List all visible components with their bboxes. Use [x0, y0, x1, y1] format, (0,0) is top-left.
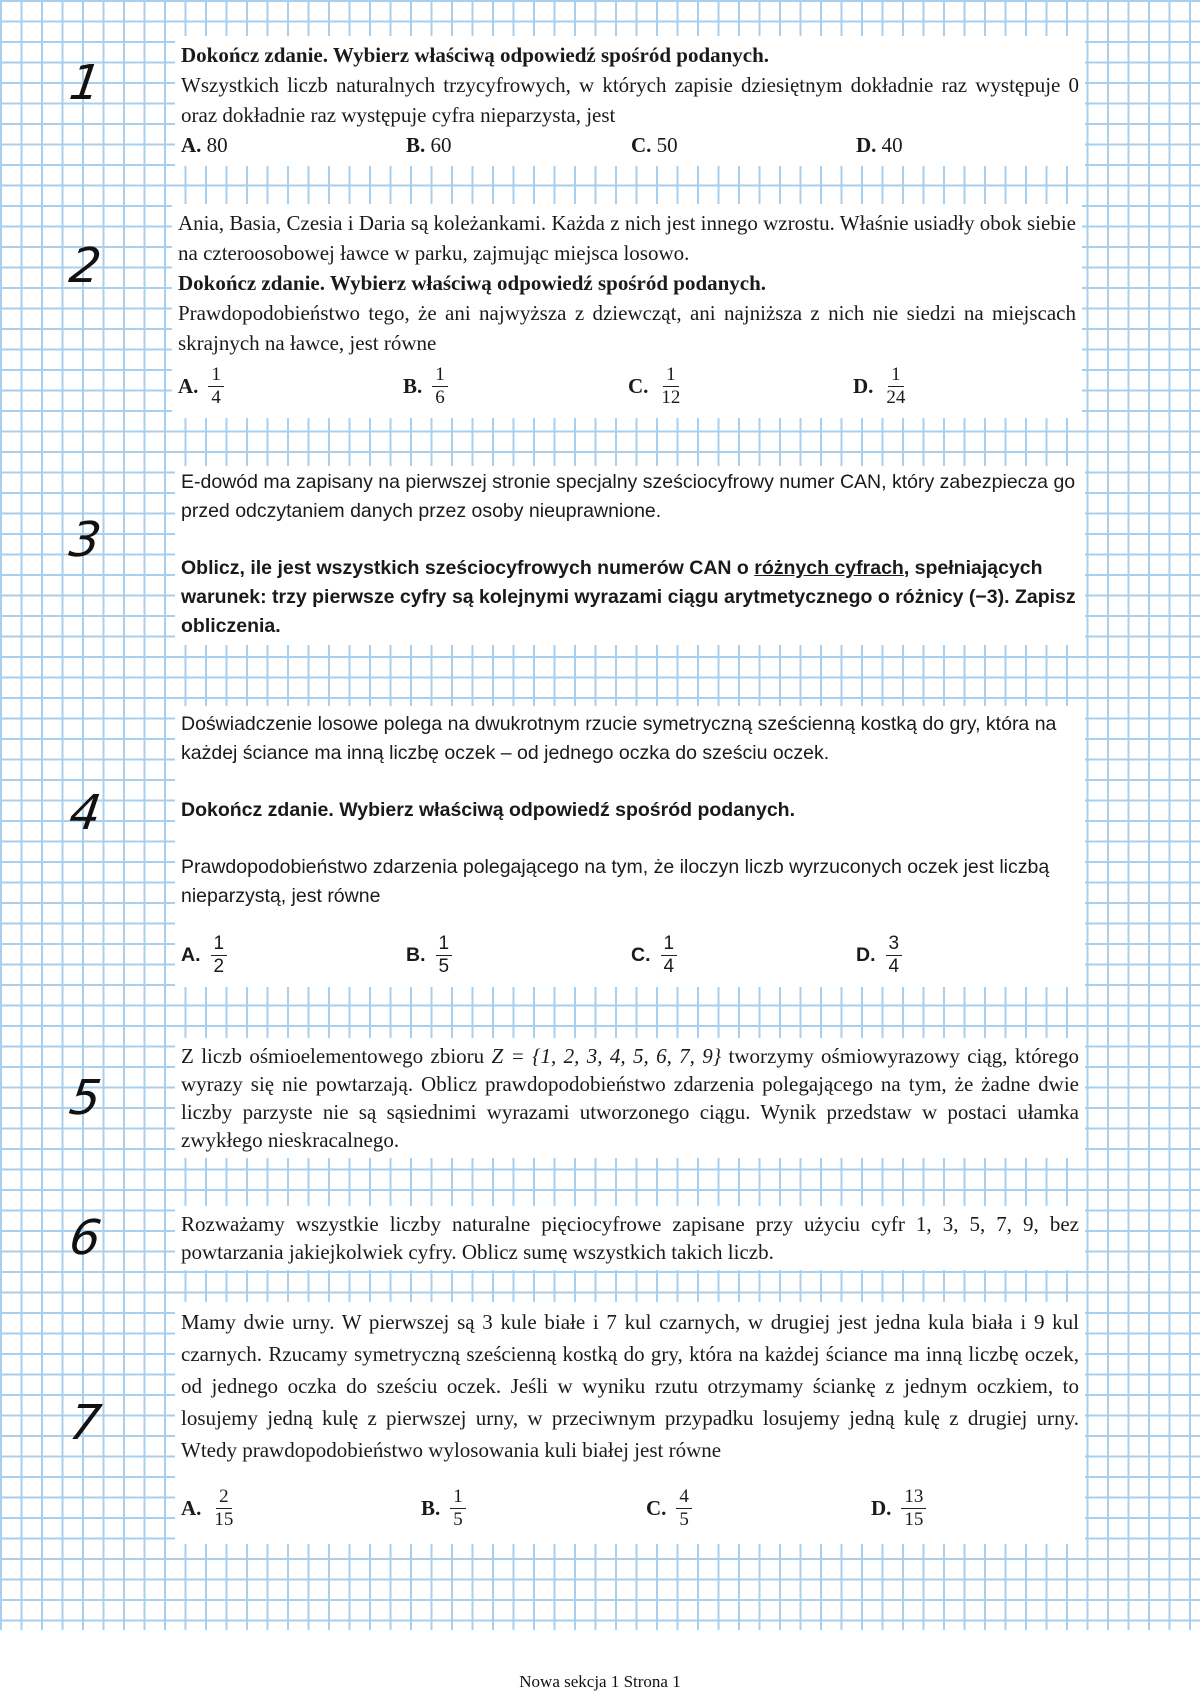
task-2-text: Prawdopodobieństwo tego, że ani najwyższa z dziewcząt, ani najniższa z nich nie siedzi na miejscach skrajnych na ławce, jest równe [178, 301, 1076, 355]
task-1 [175, 36, 1085, 166]
task-7-option-d[interactable]: D. $\frac{13}{15}$ [871, 1480, 926, 1536]
task-2-option-b[interactable]: B. $\frac{1}{6}$ [403, 358, 448, 414]
task-7-option-a[interactable]: A. $\frac{2}{15}$ [181, 1485, 234, 1530]
task-4-option-c[interactable]: C. $\frac{1}{4}$ [631, 927, 677, 983]
task-2-option-a[interactable]: A. $\frac{1}{4}$ [178, 358, 224, 414]
task-4-instruction: Dokończ zdanie. Wybierz właściwą odpowiedź spośród podanych. [181, 799, 795, 821]
task-number-1: 1 [66, 55, 105, 111]
task-4 [175, 706, 1085, 987]
task-4-option-a[interactable]: A. $\frac{1}{2}$ [181, 927, 227, 983]
task-1-option-c[interactable]: C. 50 [631, 133, 678, 157]
task-7-options [181, 1480, 1079, 1540]
task-2-option-c[interactable]: C. $\frac{1}{12}$ [628, 363, 681, 408]
task-2-options [178, 358, 1076, 414]
task-2 [172, 204, 1082, 418]
task-1-option-d[interactable]: D. 40 [856, 133, 903, 157]
task-5-text: Z liczb ośmioelementowego zbioru Z = {1, 2, 3, 4, 5, 6, 7, 9} tworzymy ośmiowyrazowy ciąg, którego wyrazy się nie powtarzają. Oblicz prawdopodobieństwo zdarzenia polegającego na tym, że żadne dwie liczby parzyste nie są sąsiednimi wyrazami utworzonego ciągu. Wynik przedstaw w postaci ułamka zwykłego nieskracalnego. [181, 1044, 1079, 1152]
task-1-text: Wszystkich liczb naturalnych trzycyfrowych, w których zapisie dziesiętnym dokładnie raz występuje 0 oraz dokładnie raz występuje cyfra nieparzysta, jest [181, 73, 1079, 127]
task-4-intro: Doświadczenie losowe polega na dwukrotnym rzucie symetryczną sześcienną kostką do gry, która na każdej ściance ma inną liczbę oczek – od jednego oczka do sześciu oczek. [181, 713, 1057, 764]
task-number-5: 5 [66, 1070, 105, 1126]
task-1-instruction: Dokończ zdanie. Wybierz właściwą odpowiedź spośród podanych. [181, 43, 770, 67]
task-number-6: 6 [66, 1210, 105, 1266]
task-3 [175, 466, 1085, 645]
task-2-option-d[interactable]: D. $\frac{1}{24}$ [853, 363, 906, 408]
task-number-2: 2 [66, 238, 105, 294]
task-number-4: 4 [66, 785, 105, 841]
task-4-options [181, 927, 1079, 983]
task-3-question: Oblicz, ile jest wszystkich sześciocyfrowych numerów CAN o różnych cyfrach, spełniających warunek: trzy pierwsze cyfry są kolejnymi wyrazami ciągu arytmetycznego o różnicy (−3). Zapisz obliczenia. [181, 557, 1076, 637]
task-4-option-b[interactable]: B. $\frac{1}{5}$ [406, 927, 452, 983]
task-5 [175, 1038, 1085, 1158]
page-footer: Nowa sekcja 1 Strona 1 [519, 1672, 681, 1691]
task-number-3: 3 [66, 512, 105, 568]
task-3-intro: E-dowód ma zapisany na pierwszej stronie specjalny sześciocyfrowy numer CAN, który zabezpiecza go przed odczytaniem danych przez osoby nieuprawnione. [181, 471, 1076, 522]
task-7 [175, 1302, 1085, 1544]
task-number-7: 7 [66, 1395, 105, 1451]
task-1-option-a[interactable]: A. 80 [181, 133, 228, 157]
task-7-text: Mamy dwie urny. W pierwszej są 3 kule białe i 7 kul czarnych, w drugiej jest jedna kula biała i 9 kul czarnych. Rzucamy symetryczną sześcienną kostką do gry, która na każdej ściance ma inną liczbę oczek, od jednego oczka do sześciu oczek. Jeśli w wyniku rzutu otrzymamy ściankę z jednym oczkiem, to losujemy jedną kulę z pierwszej urny, w przeciwnym przypadku losujemy jedną kulę z drugiej urny. Wtedy prawdopodobieństwo wylosowania kuli białej jest równe [181, 1310, 1079, 1462]
task-4-text: Prawdopodobieństwo zdarzenia polegającego na tym, że iloczyn liczb wyrzuconych oczek jest liczbą nieparzystą, jest równe [181, 856, 1050, 907]
task-6-text: Rozważamy wszystkie liczby naturalne pięciocyfrowe zapisane przy użyciu cyfr 1, 3, 5, 7, 9, bez powtarzania jakiejkolwiek cyfry. Oblicz sumę wszystkich takich liczb. [181, 1212, 1079, 1264]
task-2-instruction: Dokończ zdanie. Wybierz właściwą odpowiedź spośród podanych. [178, 271, 767, 295]
task-2-intro: Ania, Basia, Czesia i Daria są koleżankami. Każda z nich jest innego wzrostu. Właśnie usiadły obok siebie na czteroosobowej ławce w parku, zajmując miejsca losowo. [178, 211, 1076, 265]
task-1-option-b[interactable]: B. 60 [406, 133, 452, 157]
task-7-option-b[interactable]: B. $\frac{1}{5}$ [421, 1480, 466, 1536]
task-5-set: Z = {1, 2, 3, 4, 5, 6, 7, 9} [491, 1044, 722, 1068]
task-7-option-c[interactable]: C. $\frac{4}{5}$ [646, 1480, 692, 1536]
task-4-option-d[interactable]: D. $\frac{3}{4}$ [856, 927, 902, 983]
task-1-options [181, 130, 1079, 162]
task-6 [175, 1206, 1085, 1270]
